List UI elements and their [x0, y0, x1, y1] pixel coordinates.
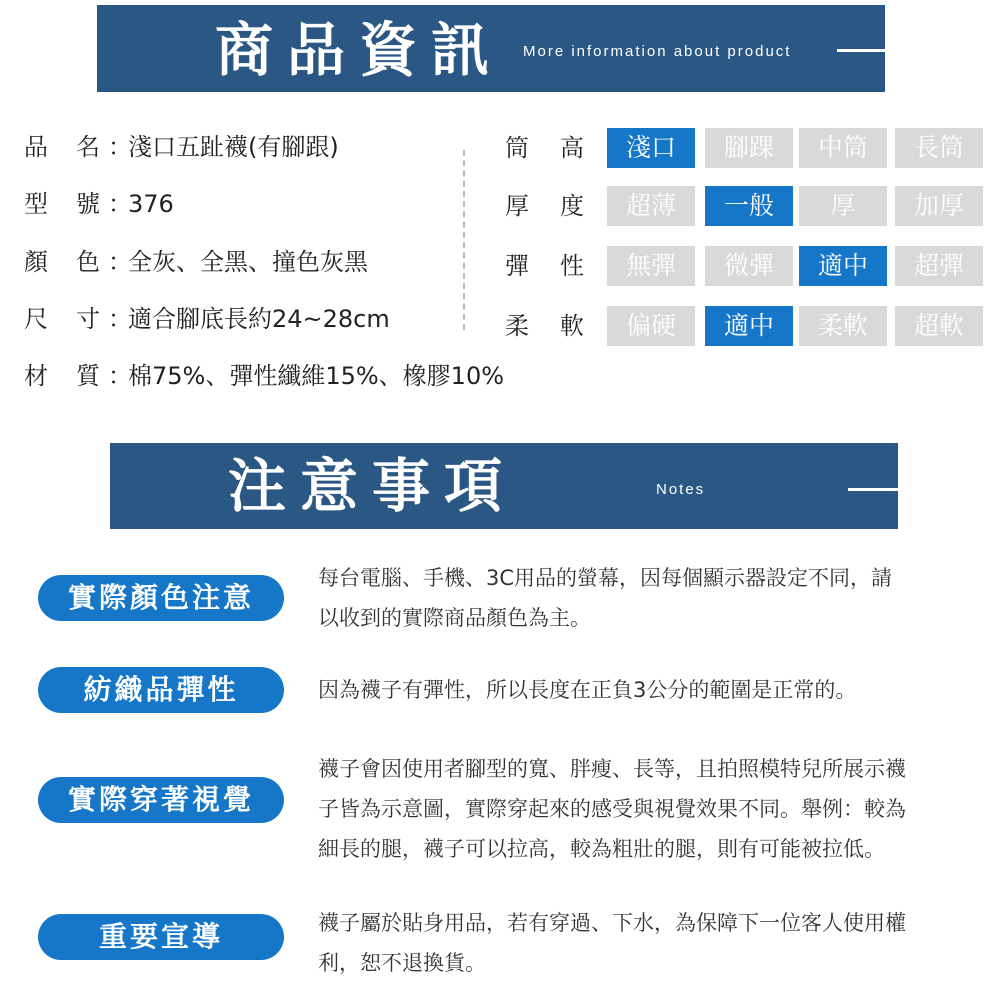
banner-decor-line: [848, 488, 898, 491]
info-value: 適合腳底長約24~28cm: [128, 305, 390, 333]
attr-option: 超彈: [895, 246, 983, 286]
info-label: 顏 色: [24, 248, 100, 276]
attr-label: 彈 性: [505, 252, 584, 280]
info-row-material: 材 質 ：棉75%、彈性纖維15%、橡膠10%: [24, 358, 504, 394]
product-info-banner: [97, 5, 885, 92]
info-value: 全灰、全黑、撞色灰黑: [128, 248, 368, 276]
info-label: 品 名: [24, 133, 100, 161]
attr-option: 厚: [799, 186, 887, 226]
info-row-color: 顏 色 ：全灰、全黑、撞色灰黑: [24, 244, 368, 280]
attr-option: 長筒: [895, 128, 983, 168]
attr-option: 微彈: [705, 246, 793, 286]
attr-option: 適中: [799, 246, 887, 286]
info-value: 棉75%、彈性纖維15%、橡膠10%: [128, 362, 505, 390]
info-value: 376: [128, 190, 174, 218]
info-value: 淺口五趾襪(有腳跟): [128, 133, 339, 161]
attr-option: 適中: [705, 306, 793, 346]
note-badge: 紡織品彈性: [38, 667, 284, 713]
info-label: 型 號: [24, 190, 100, 218]
attr-label: 厚 度: [505, 192, 584, 220]
dashed-divider: [463, 150, 465, 330]
attr-option: 中筒: [799, 128, 887, 168]
attr-option: 一般: [705, 186, 793, 226]
info-row-model: 型 號 ：376: [24, 186, 174, 222]
banner-decor-line: [837, 49, 885, 52]
note-text: 因為襪子有彈性，所以長度在正負3公分的範圍是正常的。: [318, 678, 857, 702]
notes-banner: [110, 443, 898, 529]
note-badge: 重要宣導: [38, 914, 284, 960]
attr-option: 偏硬: [607, 306, 695, 346]
attr-label: 柔 軟: [505, 312, 584, 340]
attr-option: 淺口: [607, 128, 695, 168]
attr-option: 柔軟: [799, 306, 887, 346]
note-text: 襪子屬於貼身用品，若有穿過、下水，為保障下一位客人使用權 利，恕不退換貨。: [318, 911, 906, 975]
info-row-size: 尺 寸 ：適合腳底長約24~28cm: [24, 301, 390, 337]
attr-label: 筒 高: [505, 134, 584, 162]
product-info-subtitle: More information about product: [523, 43, 792, 60]
notes-title: 注意事項: [228, 452, 517, 520]
attr-option: 超軟: [895, 306, 983, 346]
info-row-name: 品 名 ：淺口五趾襪(有腳跟): [24, 129, 339, 165]
note-badge: 實際顏色注意: [38, 575, 284, 621]
product-info-title: 商品資訊: [215, 16, 504, 84]
attr-option: 超薄: [607, 186, 695, 226]
attr-option: 無彈: [607, 246, 695, 286]
info-label: 尺 寸: [24, 305, 100, 333]
info-label: 材 質: [24, 362, 100, 390]
note-text: 襪子會因使用者腳型的寬、胖瘦、長等，且拍照模特兒所展示襪 子皆為示意圖，實際穿起來的感受與視覺效果不同。舉例：較為 細長的腿，襪子可以拉高，較為粗壯的腿，則有可能被拉低。: [318, 757, 906, 861]
attr-option: 加厚: [895, 186, 983, 226]
notes-subtitle: Notes: [656, 481, 706, 498]
note-text: 每台電腦、手機、3C用品的螢幕，因每個顯示器設定不同，請 以收到的實際商品顏色為主。: [318, 566, 893, 630]
attr-option: 腳踝: [705, 128, 793, 168]
note-badge: 實際穿著視覺: [38, 777, 284, 823]
